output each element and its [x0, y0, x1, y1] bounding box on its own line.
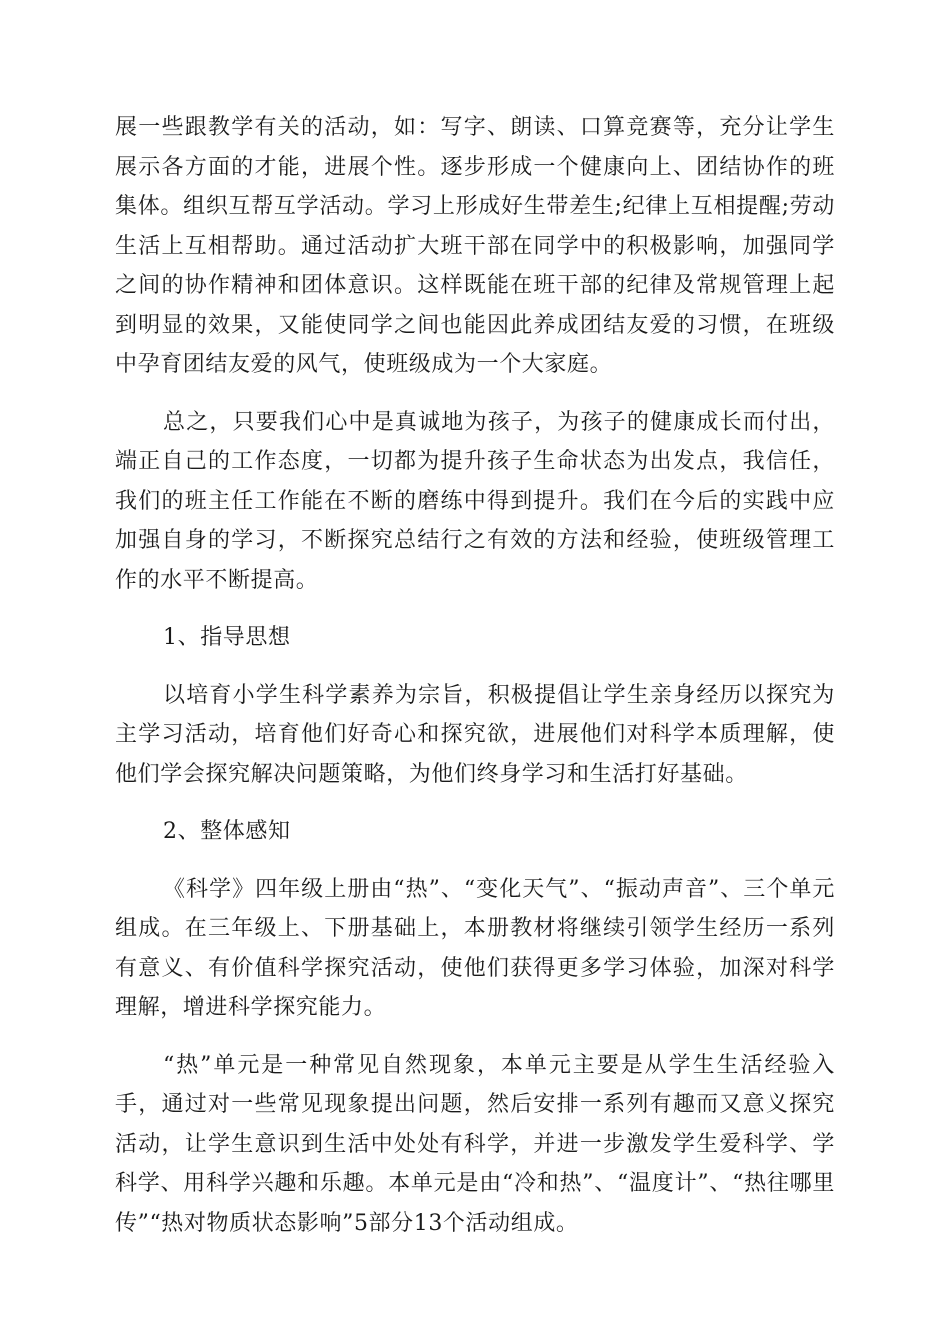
paragraph-textbook-overview: 《科学》四年级上册由“热”、“变化天气”、“振动声音”、三个单元组成。在三年级上、下册基础上，本册教材将继续引领学生经历一系列有意义、有价值科学探究活动，使他们获得更多学习体验，加深对科学理解，增进科学探究能力。	[115, 876, 835, 1020]
paragraph-guiding-ideology: 以培育小学生科学素养为宗旨，积极提倡让学生亲身经历以探究为主学习活动，培育他们好奇心和探究欲，进展他们对科学本质理解，使他们学会探究解决问题策略，为他们终身学习和生活打好基础。	[115, 682, 835, 787]
paragraph-conclusion: 总之，只要我们心中是真诚地为孩子，为孩子的健康成长而付出，端正自己的工作态度，一切都为提升孩子生命状态为出发点，我信任，我们的班主任工作能在不断的磨练中得到提升。我们在今后的实践中应加强自身的学习，不断探究总结行之有效的方法和经验，使班级管理工作的水平不断提高。	[115, 409, 835, 593]
paragraph-class-activities: 展一些跟教学有关的活动，如：写字、朗读、口算竞赛等，充分让学生展示各方面的才能，进展个性。逐步形成一个健康向上、团结协作的班集体。组织互帮互学活动。学习上形成好生带差生;纪律上互相提醒;劳动生活上互相帮助。通过活动扩大班干部在同学中的积极影响，加强同学之间的协作精神和团体意识。这样既能在班干部的纪律及常规管理上起到明显的效果，又能使同学之间也能因此养成团结友爱的习惯，在班级中孕育团结友爱的风气，使班级成为一个大家庭。	[115, 115, 835, 377]
paragraph-heat-unit: “热”单元是一种常见自然现象，本单元主要是从学生生活经验入手，通过对一些常见现象提出问题，然后安排一系列有趣而又意义探究活动，让学生意识到生活中处处有科学，并进一步激发学生爱科学、学科学、用科学兴趣和乐趣。本单元是由“冷和热”、“温度计”、“热往哪里传”“热对物质状态影响”5部分13个活动组成。	[115, 1052, 835, 1236]
heading-overall-perception: 2、整体感知	[163, 819, 291, 844]
heading-guiding-ideology: 1、指导思想	[163, 625, 291, 650]
document-body	[115, 108, 835, 1261]
